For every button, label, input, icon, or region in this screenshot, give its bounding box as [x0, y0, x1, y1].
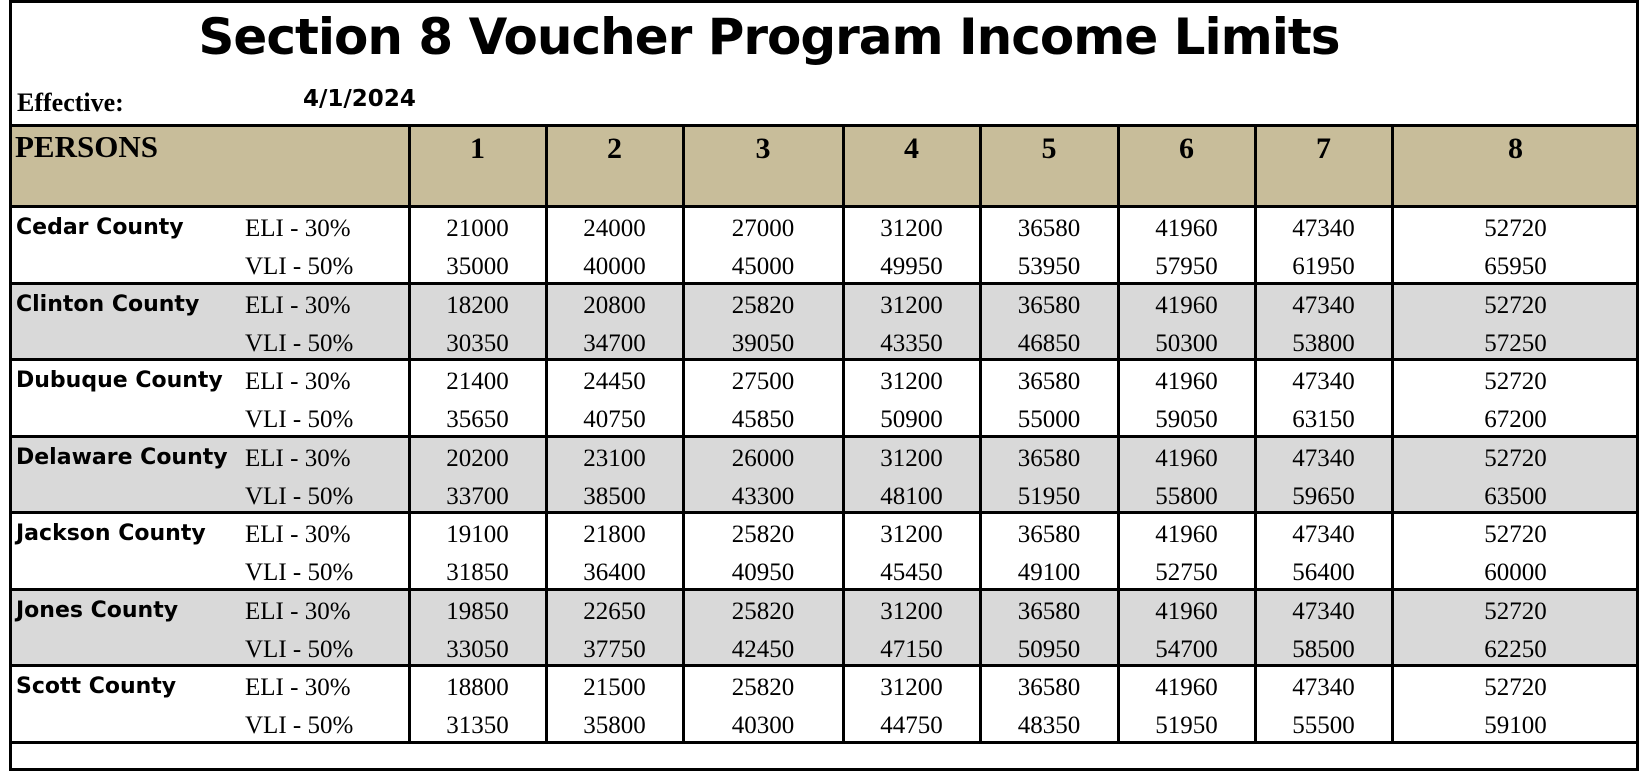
income-limit-value: 50950	[1017, 635, 1081, 663]
income-level-label: VLI - 50%	[245, 712, 354, 739]
income-limit-value: 18200	[446, 291, 509, 319]
income-limit-value: 47150	[880, 635, 943, 663]
income-limit-value: 41960	[1155, 597, 1218, 625]
income-level-label: VLI - 50%	[245, 635, 354, 663]
effective-label: Effective:	[17, 88, 124, 117]
income-level-label: ELI - 30%	[245, 368, 351, 395]
column-divider	[979, 124, 982, 744]
income-limit-value: 36580	[1017, 215, 1081, 242]
income-limit-value: 36400	[583, 559, 646, 586]
income-limit-value: 43300	[731, 482, 795, 510]
income-limit-value: 27000	[731, 215, 795, 242]
income-limit-value: 49950	[880, 253, 943, 280]
column-divider	[1254, 124, 1257, 744]
document-title-text: Section 8 Voucher Program Income Limits	[198, 8, 1340, 66]
income-limit-value: 52720	[1484, 597, 1547, 625]
income-limit-value: 21500	[583, 674, 646, 701]
income-level-label: VLI - 50%	[245, 329, 354, 357]
income-limit-value: 47340	[1292, 597, 1355, 625]
income-limit-value: 25820	[731, 597, 795, 625]
income-limit-value: 67200	[1484, 406, 1547, 433]
county-row-group	[9, 591, 1639, 668]
income-limit-value: 31200	[880, 444, 943, 472]
column-divider	[682, 124, 685, 744]
county-name: Jones County	[16, 597, 179, 623]
income-limit-value: 34700	[583, 329, 646, 357]
income-limit-value: 59050	[1155, 406, 1218, 433]
county-row-group	[9, 667, 1639, 744]
income-limit-value: 41960	[1155, 444, 1218, 472]
persons-column-header: 5	[1041, 132, 1057, 165]
income-limit-value: 18800	[446, 674, 509, 701]
income-limit-value: 56400	[1292, 559, 1355, 586]
income-limit-value: 47340	[1292, 521, 1355, 548]
column-divider	[545, 124, 548, 744]
income-limit-value: 52720	[1484, 521, 1547, 548]
income-limit-value: 59650	[1292, 482, 1355, 510]
income-limit-value: 31850	[446, 559, 509, 586]
income-limit-value: 35650	[446, 406, 509, 433]
income-limit-value: 51950	[1155, 712, 1218, 739]
income-limit-value: 51950	[1017, 482, 1081, 510]
persons-column-header: 1	[470, 132, 485, 165]
income-limit-value: 27500	[731, 368, 795, 395]
income-level-label: VLI - 50%	[245, 253, 354, 280]
income-limit-value: 48100	[880, 482, 943, 510]
persons-column-header: 3	[755, 132, 771, 165]
income-limit-value: 31350	[446, 712, 509, 739]
income-limit-value: 35000	[446, 253, 509, 280]
income-limit-value: 21800	[583, 521, 646, 548]
income-limit-value: 52720	[1484, 215, 1547, 242]
income-limit-value: 59100	[1484, 712, 1547, 739]
document-title	[0, 8, 1642, 66]
income-limit-value: 41960	[1155, 674, 1218, 701]
income-limit-value: 53800	[1292, 329, 1355, 357]
county-row-group	[9, 285, 1639, 362]
income-limit-value: 21400	[446, 368, 509, 395]
persons-column-header: 2	[607, 132, 622, 165]
income-level-label: ELI - 30%	[245, 291, 351, 319]
income-limit-value: 21000	[446, 215, 509, 242]
income-limit-value: 45000	[731, 253, 795, 280]
income-limit-value: 52720	[1484, 674, 1547, 701]
income-limit-value: 63500	[1484, 482, 1547, 510]
column-divider	[408, 124, 411, 744]
income-limit-value: 24000	[583, 215, 646, 242]
county-name: Dubuque County	[16, 368, 223, 393]
income-limit-value: 57950	[1155, 253, 1218, 280]
income-level-label: VLI - 50%	[245, 559, 354, 586]
income-limit-value: 39050	[731, 329, 795, 357]
income-limit-value: 31200	[880, 215, 943, 242]
income-limit-value: 41960	[1155, 368, 1218, 395]
income-limit-value: 54700	[1155, 635, 1218, 663]
county-name: Delaware County	[16, 444, 228, 470]
column-divider	[1117, 124, 1120, 744]
income-limit-value: 58500	[1292, 635, 1355, 663]
income-limit-value: 36580	[1017, 444, 1081, 472]
income-level-label: ELI - 30%	[245, 444, 351, 472]
income-limit-value: 57250	[1484, 329, 1547, 357]
income-limit-value: 47340	[1292, 444, 1355, 472]
county-row-group	[9, 208, 1639, 285]
income-limit-value: 52750	[1155, 559, 1218, 586]
county-name: Scott County	[16, 674, 177, 699]
effective-date: 4/1/2024	[303, 86, 416, 112]
persons-header-label: PERSONS	[15, 129, 158, 164]
county-name: Jackson County	[16, 521, 206, 546]
county-row-group	[9, 514, 1639, 591]
persons-column-header: 6	[1179, 132, 1194, 165]
income-limit-value: 22650	[583, 597, 646, 625]
income-limit-value: 47340	[1292, 291, 1355, 319]
income-limit-value: 40950	[731, 559, 795, 586]
income-limit-value: 65950	[1484, 253, 1547, 280]
income-limit-value: 50300	[1155, 329, 1218, 357]
income-limit-value: 62250	[1484, 635, 1547, 663]
income-limit-value: 25820	[731, 291, 795, 319]
income-limit-value: 26000	[731, 444, 795, 472]
income-limit-value: 19100	[446, 521, 509, 548]
income-limit-value: 52720	[1484, 368, 1547, 395]
income-limit-value: 48350	[1017, 712, 1081, 739]
income-level-label: VLI - 50%	[245, 406, 354, 433]
income-limit-value: 52720	[1484, 291, 1547, 319]
income-limit-value: 41960	[1155, 291, 1218, 319]
income-limit-value: 52720	[1484, 444, 1547, 472]
income-limit-value: 36580	[1017, 521, 1081, 548]
income-limit-value: 46850	[1017, 329, 1081, 357]
income-limit-value: 47340	[1292, 674, 1355, 701]
column-divider	[1391, 124, 1394, 744]
income-limit-value: 63150	[1292, 406, 1355, 433]
income-limit-value: 25820	[731, 521, 795, 548]
income-limit-value: 53950	[1017, 253, 1081, 280]
income-level-label: ELI - 30%	[245, 674, 351, 701]
income-limit-value: 50900	[880, 406, 943, 433]
income-limit-value: 40000	[583, 253, 646, 280]
income-limit-value: 60000	[1484, 559, 1547, 586]
income-limit-value: 44750	[880, 712, 943, 739]
income-level-label: ELI - 30%	[245, 597, 351, 625]
income-limit-value: 55500	[1292, 712, 1355, 739]
income-limit-value: 23100	[583, 444, 646, 472]
income-limit-value: 36580	[1017, 597, 1081, 625]
income-limit-value: 24450	[583, 368, 646, 395]
income-level-label: ELI - 30%	[245, 215, 351, 242]
county-name: Clinton County	[16, 291, 200, 317]
county-row-group	[9, 438, 1639, 515]
income-limit-value: 35800	[583, 712, 646, 739]
income-level-label: ELI - 30%	[245, 521, 351, 548]
county-row-group	[9, 361, 1639, 438]
persons-column-header: 4	[904, 132, 919, 165]
income-limit-value: 31200	[880, 368, 943, 395]
income-limit-value: 33700	[446, 482, 509, 510]
income-level-label: VLI - 50%	[245, 482, 354, 510]
income-limit-value: 41960	[1155, 215, 1218, 242]
income-limit-value: 30350	[446, 329, 509, 357]
income-limit-value: 55000	[1017, 406, 1081, 433]
income-limit-value: 25820	[731, 674, 795, 701]
income-limit-value: 55800	[1155, 482, 1218, 510]
income-limit-value: 31200	[880, 597, 943, 625]
income-limit-value: 36580	[1017, 291, 1081, 319]
income-limit-value: 20800	[583, 291, 646, 319]
income-limit-value: 61950	[1292, 253, 1355, 280]
income-limit-value: 45450	[880, 559, 943, 586]
income-limit-value: 36580	[1017, 368, 1081, 395]
income-limit-value: 38500	[583, 482, 646, 510]
income-limit-value: 49100	[1017, 559, 1081, 586]
county-name: Cedar County	[16, 215, 184, 240]
income-limit-value: 45850	[731, 406, 795, 433]
income-limit-value: 40300	[731, 712, 795, 739]
income-limit-value: 42450	[731, 635, 795, 663]
income-limit-value: 40750	[583, 406, 646, 433]
persons-column-header: 7	[1316, 132, 1331, 165]
income-limit-value: 31200	[880, 674, 943, 701]
income-limit-value: 19850	[446, 597, 509, 625]
income-limit-value: 37750	[583, 635, 646, 663]
income-limit-value: 33050	[446, 635, 509, 663]
income-limit-value: 31200	[880, 521, 943, 548]
income-limit-value: 47340	[1292, 368, 1355, 395]
column-divider	[842, 124, 845, 744]
income-limit-value: 47340	[1292, 215, 1355, 242]
income-limit-value: 36580	[1017, 674, 1081, 701]
persons-column-header: 8	[1508, 132, 1523, 165]
persons-header-row	[9, 124, 1639, 208]
income-limits-table	[9, 124, 1639, 771]
income-limit-value: 43350	[880, 329, 943, 357]
income-limit-value: 41960	[1155, 521, 1218, 548]
income-limit-value: 31200	[880, 291, 943, 319]
income-limit-value: 20200	[446, 444, 509, 472]
